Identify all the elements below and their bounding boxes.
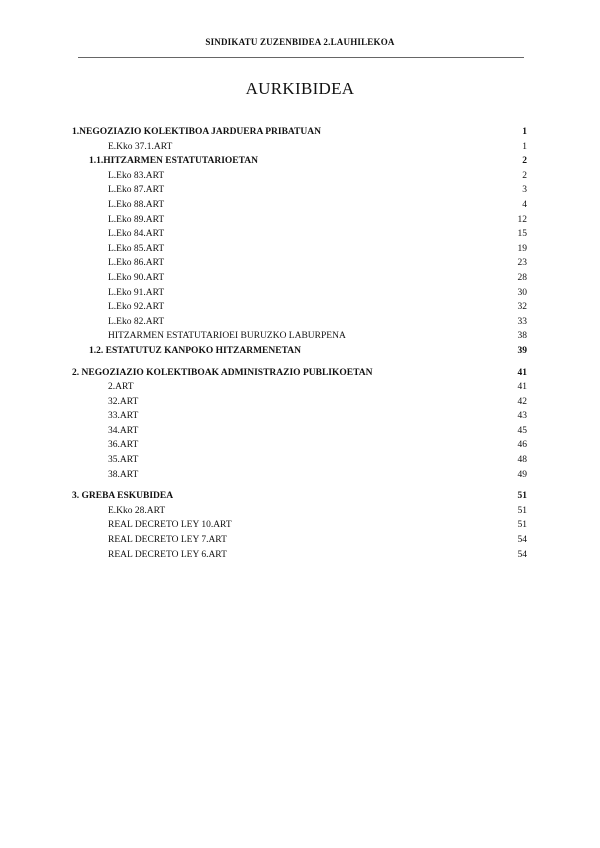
toc-entry[interactable] [72,438,527,453]
toc-entry-label: L.Eko 83.ART [108,170,165,181]
toc-entry-label: E.Kko 28.ART [108,505,166,516]
toc-entry-label: L.Eko 91.ART [108,287,165,298]
toc-entry-label: 32.ART [108,396,139,407]
toc-entry-label: L.Eko 92.ART [108,302,165,313]
toc-entry-label: E.Kko 37.1.ART [108,141,173,152]
toc-page-number: 38 [517,331,527,342]
toc-page-number: 39 [517,345,527,356]
toc-page-number: 3 [522,185,527,196]
toc-entry[interactable] [72,315,527,330]
toc-page-number: 12 [517,214,527,225]
toc-entry-label: 35.ART [108,455,139,466]
toc-page-number: 19 [517,243,527,254]
toc-section-heading[interactable] [72,366,527,381]
toc-entry[interactable] [72,286,527,301]
toc-page-number: 30 [517,287,527,298]
toc-entry-label: 2.ART [108,382,134,393]
toc-entry-label: REAL DECRETO LEY 6.ART [108,549,227,560]
toc-page-number: 42 [517,396,527,407]
toc-page-number: 15 [517,229,527,240]
toc-entry[interactable] [72,329,527,344]
toc-page-number: 51 [517,520,527,531]
toc-entry-label: 1.2. ESTATUTUZ KANPOKO HITZARMENETAN [89,345,301,356]
running-header: SINDIKATU ZUZENBIDEA 2.LAUHILEKOA [205,37,395,47]
toc-entry[interactable] [72,140,527,155]
toc-entry[interactable] [72,198,527,213]
toc-entry[interactable] [72,468,527,483]
toc-entry[interactable] [72,395,527,410]
toc-page-number: 41 [517,382,527,393]
toc-entry[interactable] [72,518,527,533]
toc-page-number: 51 [517,491,527,502]
toc-entry[interactable] [72,169,527,184]
toc-entry[interactable] [72,256,527,271]
toc-entry-label: 33.ART [108,411,139,422]
toc-entry[interactable] [72,242,527,257]
toc-page-number: 33 [517,316,527,327]
toc-entry-label: 1.NEGOZIAZIO KOLEKTIBOA JARDUERA PRIBATUAN [72,127,321,137]
toc-page-number: 43 [517,411,527,422]
toc-entry-label: L.Eko 85.ART [108,243,165,254]
toc-entry[interactable] [72,533,527,548]
toc-page-number: 54 [517,535,527,546]
table-of-contents [72,125,527,569]
toc-entry-label: L.Eko 88.ART [108,199,165,210]
toc-page-number: 32 [517,302,527,313]
toc-page-number: 1 [522,141,527,152]
toc-entry[interactable] [72,424,527,439]
toc-entry-label: L.Eko 82.ART [108,316,165,327]
toc-entry[interactable] [72,409,527,424]
toc-entry[interactable] [72,213,527,228]
toc-entry-label: 2. NEGOZIAZIO KOLEKTIBOAK ADMINISTRAZIO PUBLIKOETAN [72,367,373,378]
toc-section-heading[interactable] [72,489,527,504]
toc-entry-label: L.Eko 84.ART [108,229,165,240]
toc-page-number: 1 [522,127,527,137]
toc-page-number: 48 [517,455,527,466]
toc-entry-label: 36.ART [108,440,139,451]
toc-entry-label: L.Eko 89.ART [108,214,165,225]
toc-subsection-heading[interactable] [72,154,527,169]
toc-page-number: 51 [517,505,527,516]
toc-section [72,125,527,359]
toc-entry[interactable] [72,548,527,563]
toc-section-heading[interactable] [72,125,527,140]
toc-page-number: 54 [517,549,527,560]
toc-page-number: 4 [522,199,527,210]
toc-section [72,366,527,483]
toc-page-number: 2 [522,156,527,167]
page-title: AURKIBIDEA [245,79,355,98]
toc-page-number: 45 [517,425,527,436]
header-divider [78,57,524,58]
toc-subsection-heading[interactable] [72,344,527,359]
toc-entry[interactable] [72,380,527,395]
toc-entry-label: REAL DECRETO LEY 7.ART [108,535,227,546]
toc-entry-label: 38.ART [108,469,139,480]
toc-page-number: 41 [517,367,527,378]
toc-entry-label: 34.ART [108,425,139,436]
toc-entry[interactable] [72,504,527,519]
toc-page-number: 46 [517,440,527,451]
toc-page-number: 2 [522,170,527,181]
toc-entry-label: HITZARMEN ESTATUTARIOEI BURUZKO LABURPENA [108,331,346,342]
toc-page-number: 28 [517,272,527,283]
toc-entry-label: L.Eko 87.ART [108,185,165,196]
toc-entry-label: L.Eko 86.ART [108,258,165,269]
toc-section [72,489,527,562]
toc-entry-label: 3. GREBA ESKUBIDEA [72,491,174,502]
toc-entry[interactable] [72,453,527,468]
toc-entry-label: 1.1.HITZARMEN ESTATUTARIOETAN [89,156,259,167]
toc-entry[interactable] [72,227,527,242]
toc-entry[interactable] [72,271,527,286]
toc-page-number: 23 [517,258,527,269]
toc-entry-label: L.Eko 90.ART [108,272,165,283]
toc-entry[interactable] [72,183,527,198]
toc-page-number: 49 [517,469,527,480]
toc-entry[interactable] [72,300,527,315]
toc-entry-label: REAL DECRETO LEY 10.ART [108,520,232,531]
